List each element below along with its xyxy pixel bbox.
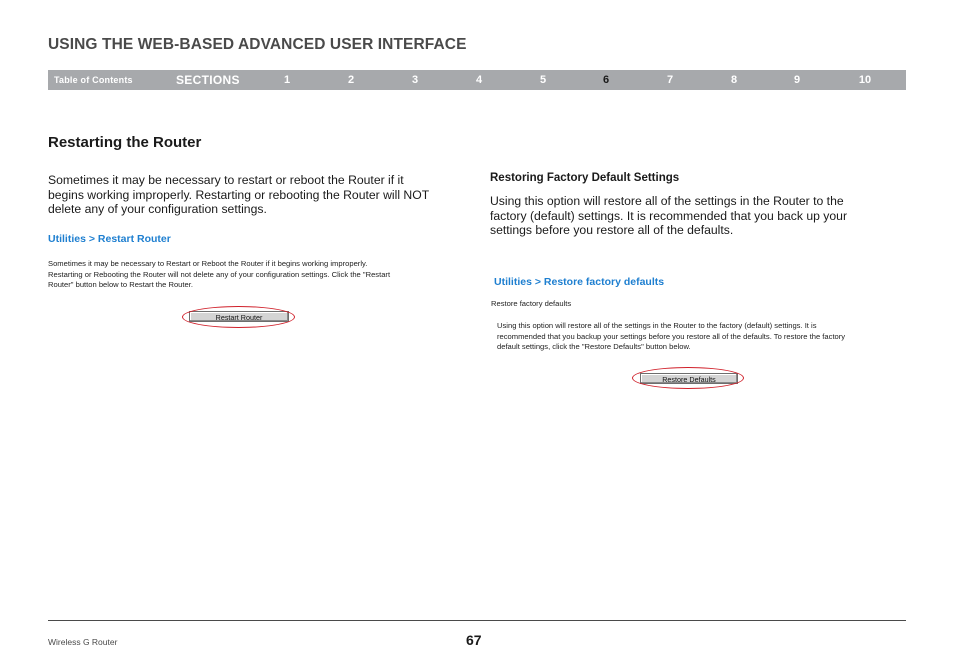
restarting-router-paragraph [48, 173, 468, 217]
screenshot-text-line: Router" button below to Restart the Router. [48, 280, 193, 290]
section-nav-bar [48, 70, 906, 90]
footer-divider [48, 620, 906, 621]
screenshot-text-line: default settings, click the "Restore Defaults" button below. [497, 342, 691, 352]
paragraph-line: Sometimes it may be necessary to restart or reboot the Router if it [48, 173, 404, 187]
paragraph-line: settings before you restore all of the defaults. [490, 223, 734, 238]
page-header-title: USING THE WEB-BASED ADVANCED USER INTERFACE [48, 36, 467, 53]
nav-section-2-link[interactable]: 2 [347, 74, 355, 86]
paragraph-line: delete any of your configuration settings. [48, 202, 267, 217]
nav-table-of-contents-link[interactable]: Table of Contents [54, 75, 133, 85]
restore-defaults-heading: Restoring Factory Default Settings [490, 172, 680, 184]
nav-section-1-link[interactable]: 1 [283, 74, 291, 86]
paragraph-line: factory (default) settings. It is recommended that you back up your [490, 208, 847, 223]
screenshot-text-line: Restarting or Rebooting the Router will not delete any of your configuration settings. Click the "Restart [48, 269, 391, 279]
restart-router-screenshot-title: Utilities > Restart Router [48, 233, 171, 245]
nav-section-8-link[interactable]: 8 [730, 74, 738, 86]
nav-sections-label: SECTIONS [176, 73, 240, 87]
restart-router-highlight-ring [182, 306, 295, 328]
restore-defaults-button[interactable]: Restore Defaults [640, 373, 738, 384]
restarting-router-heading: Restarting the Router [48, 134, 202, 151]
page-number: 67 [466, 632, 482, 648]
paragraph-line: Using this option will restore all of the settings in the Router to the [490, 194, 844, 208]
restore-defaults-screenshot-subtitle: Restore factory defaults [491, 299, 572, 308]
paragraph-line: begins working improperly. Restarting or rebooting the Router will NOT [48, 187, 430, 202]
screenshot-text-line: Sometimes it may be necessary to Restart or Reboot the Router if it begins working improperly. [48, 259, 368, 268]
nav-section-7-link[interactable]: 7 [666, 74, 674, 86]
nav-section-4-link[interactable]: 4 [475, 74, 483, 86]
nav-section-9-link[interactable]: 9 [793, 74, 801, 86]
restore-defaults-screenshot-title: Utilities > Restore factory defaults [494, 276, 665, 288]
nav-section-10-link[interactable]: 10 [858, 74, 872, 86]
footer-product-name: Wireless G Router [48, 637, 118, 647]
restore-defaults-paragraph [490, 194, 900, 238]
nav-section-5-link[interactable]: 5 [539, 74, 547, 86]
restore-defaults-screenshot-text [497, 321, 902, 353]
screenshot-text-line: recommended that you backup your settings before you restore all of the defaults. To restore the factory [497, 331, 846, 341]
restart-router-screenshot-text [48, 259, 448, 291]
nav-section-6-link-active[interactable]: 6 [602, 74, 610, 86]
screenshot-text-line: Using this option will restore all of the settings in the Router to the factory (default) settings. It is [497, 321, 817, 330]
restart-router-button[interactable]: Restart Router [189, 311, 289, 322]
nav-section-3-link[interactable]: 3 [411, 74, 419, 86]
restore-defaults-highlight-ring [632, 367, 744, 389]
